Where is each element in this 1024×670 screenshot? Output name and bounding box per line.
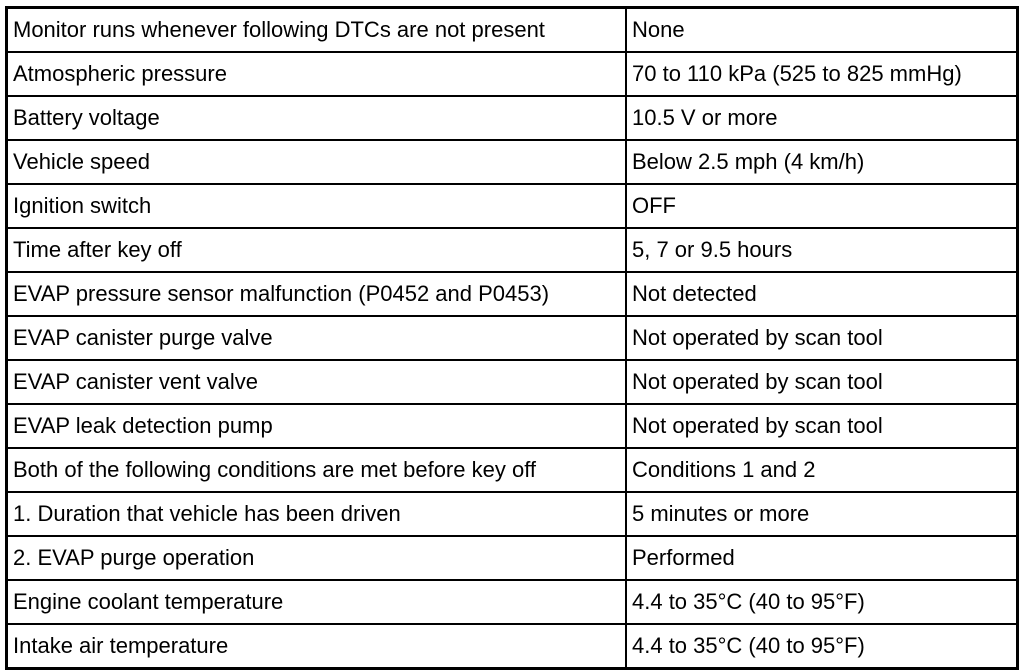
table-row <box>7 580 1018 624</box>
condition-label: Battery voltage <box>7 96 627 140</box>
condition-label: EVAP leak detection pump <box>7 404 627 448</box>
condition-value: Not detected <box>626 272 1018 316</box>
table-row <box>7 360 1018 404</box>
condition-label: Atmospheric pressure <box>7 52 627 96</box>
table-row <box>7 492 1018 536</box>
condition-value: None <box>626 8 1018 53</box>
condition-label: 2. EVAP purge operation <box>7 536 627 580</box>
conditions-table <box>5 6 1019 670</box>
table-row <box>7 624 1018 669</box>
condition-value: 5 minutes or more <box>626 492 1018 536</box>
table-row <box>7 52 1018 96</box>
condition-label: Intake air temperature <box>7 624 627 669</box>
condition-label: Both of the following conditions are met before key off <box>7 448 627 492</box>
table-row <box>7 536 1018 580</box>
table-row <box>7 140 1018 184</box>
condition-label: 1. Duration that vehicle has been driven <box>7 492 627 536</box>
table-row <box>7 404 1018 448</box>
condition-value: Not operated by scan tool <box>626 316 1018 360</box>
table-row <box>7 228 1018 272</box>
table-row <box>7 272 1018 316</box>
table-row <box>7 184 1018 228</box>
condition-label: Ignition switch <box>7 184 627 228</box>
condition-value: 70 to 110 kPa (525 to 825 mmHg) <box>626 52 1018 96</box>
condition-value: OFF <box>626 184 1018 228</box>
condition-label: EVAP pressure sensor malfunction (P0452 and P0453) <box>7 272 627 316</box>
condition-value: 5, 7 or 9.5 hours <box>626 228 1018 272</box>
condition-label: Engine coolant temperature <box>7 580 627 624</box>
condition-value: 10.5 V or more <box>626 96 1018 140</box>
conditions-table-container <box>5 6 1017 658</box>
condition-value: Conditions 1 and 2 <box>626 448 1018 492</box>
condition-value: 4.4 to 35°C (40 to 95°F) <box>626 624 1018 669</box>
condition-label: Vehicle speed <box>7 140 627 184</box>
condition-label: Time after key off <box>7 228 627 272</box>
condition-label: Monitor runs whenever following DTCs are not present <box>7 8 627 53</box>
condition-label: EVAP canister purge valve <box>7 316 627 360</box>
table-row <box>7 316 1018 360</box>
condition-value: Not operated by scan tool <box>626 360 1018 404</box>
table-row <box>7 8 1018 53</box>
condition-label: EVAP canister vent valve <box>7 360 627 404</box>
condition-value: Below 2.5 mph (4 km/h) <box>626 140 1018 184</box>
table-row <box>7 448 1018 492</box>
table-row <box>7 96 1018 140</box>
condition-value: Not operated by scan tool <box>626 404 1018 448</box>
condition-value: 4.4 to 35°C (40 to 95°F) <box>626 580 1018 624</box>
condition-value: Performed <box>626 536 1018 580</box>
